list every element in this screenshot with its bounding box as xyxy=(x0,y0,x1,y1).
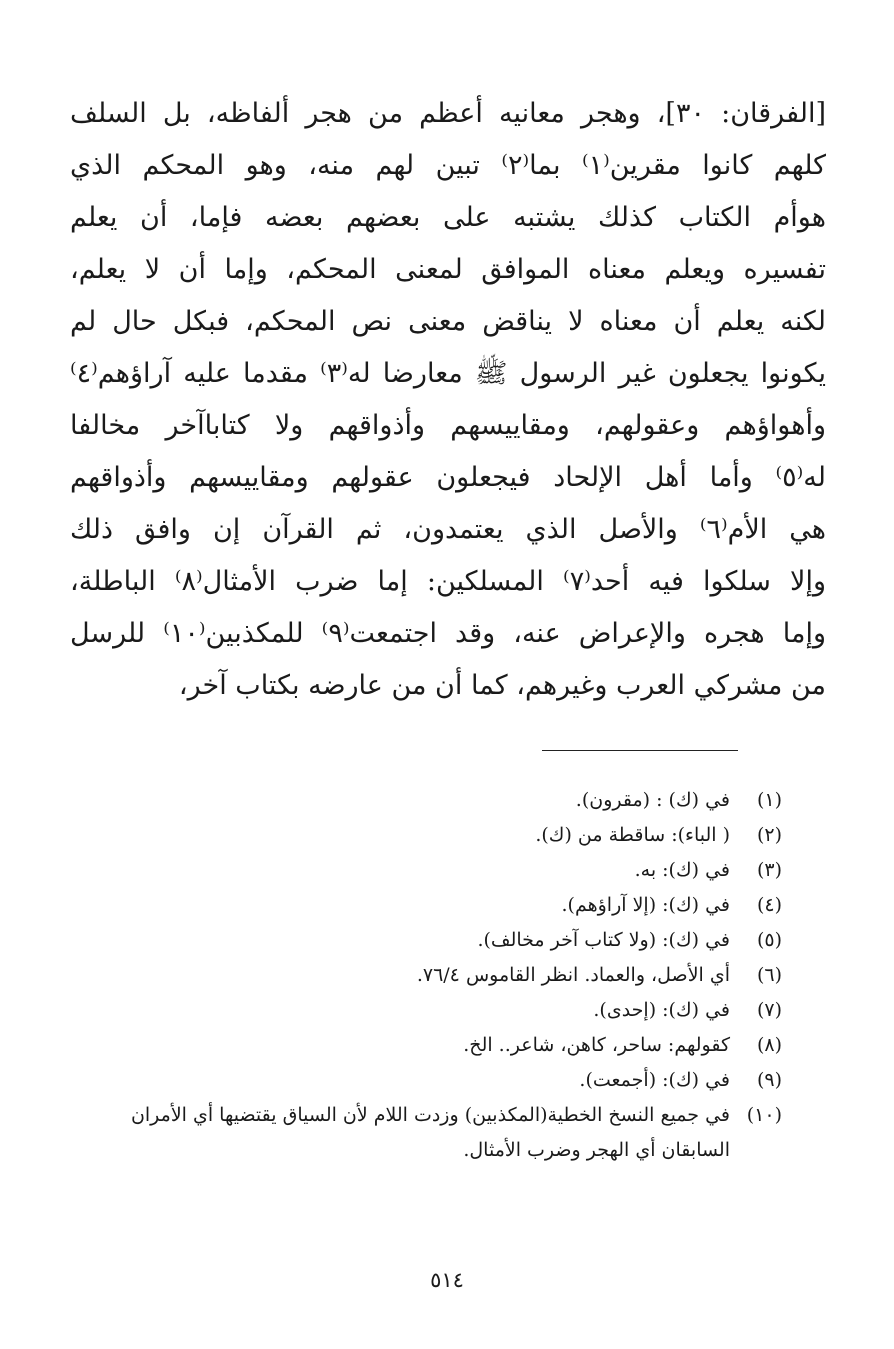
text-line: وإلا سلكوا فيه أحد⁽٧⁾ المسلكين: إما ضرب الأمثال⁽٨⁾ الباطلة، xyxy=(70,566,826,597)
footnote-text: في (ك): به. xyxy=(634,859,730,881)
footnote-number: (٢) xyxy=(756,824,782,846)
footnote-number: (٥) xyxy=(756,929,782,951)
footnote xyxy=(60,993,782,1028)
footnote-number: (١) xyxy=(756,789,782,811)
footnote-number: (٣) xyxy=(756,859,782,881)
text-line: [الفرقان: ٣٠]، وهجر معانيه أعظم من هجر ألفاظه، بل السلف xyxy=(70,98,826,129)
text-line: من مشركي العرب وغيرهم، كما أن من عارضه بكتاب آخر، xyxy=(178,670,826,701)
footnote xyxy=(60,923,782,958)
footnote-text: في (ك): (إحدى). xyxy=(593,999,730,1021)
footnote-text: في (ك): (ولا كتاب آخر مخالف). xyxy=(477,929,730,951)
footnote-separator xyxy=(542,750,738,751)
footnote xyxy=(60,818,782,853)
footnote xyxy=(60,1098,782,1133)
footnote-number: (٨) xyxy=(756,1034,782,1056)
footnote xyxy=(60,853,782,888)
footnote-text: في (ك): (إلا آراؤهم). xyxy=(561,894,730,916)
footnote-text: في (ك): (أجمعت). xyxy=(579,1069,730,1091)
footnote xyxy=(60,888,782,923)
footnote xyxy=(60,958,782,993)
footnote-text: كقولهم: ساحر، كاهن، شاعر.. الخ. xyxy=(463,1034,730,1056)
main-text xyxy=(70,88,826,712)
footnote-text: ( الباء): ساقطة من (ك). xyxy=(535,824,730,846)
footnote-continuation: السابقان أي الهجر وضرب الأمثال. xyxy=(463,1139,730,1161)
footnote-number: (٦) xyxy=(756,964,782,986)
footnotes xyxy=(60,783,782,1168)
text-line: وأهواؤهم وعقولهم، ومقاييسهم وأذواقهم ولا كتاباآخر مخالفا xyxy=(70,410,826,441)
footnote xyxy=(60,1063,782,1098)
footnote-text: أي الأصل، والعماد. انظر القاموس ٧٦/٤. xyxy=(416,964,730,986)
footnote-number: (٤) xyxy=(756,894,782,916)
page-number: ٥١٤ xyxy=(430,1268,464,1292)
footnote-number: (٩) xyxy=(756,1069,782,1091)
footnote-number: (٧) xyxy=(756,999,782,1021)
text-line: له⁽٥⁾ وأما أهل الإلحاد فيجعلون عقولهم ومقاييسهم وأذواقهم xyxy=(70,462,826,493)
footnote xyxy=(60,783,782,818)
text-line: يكونوا يجعلون غير الرسول ﷺ معارضا له⁽٣⁾ مقدما عليه آراؤهم⁽٤⁾ xyxy=(70,358,826,389)
footnote xyxy=(60,1028,782,1063)
footnote-text: في (ك) : (مقرون). xyxy=(575,789,730,811)
text-line: تفسيره ويعلم معناه الموافق لمعنى المحكم، وإما أن لا يعلم، xyxy=(70,254,826,285)
footnote-number: (١٠) xyxy=(746,1104,782,1126)
text-line: لكنه يعلم أن معناه لا يناقض معنى نص المحكم، فبكل حال لم xyxy=(70,306,826,337)
text-line: كلهم كانوا مقرين⁽١⁾ بما⁽٢⁾ تبين لهم منه، وهو المحكم الذي xyxy=(70,150,826,181)
text-line: هوأم الكتاب كذلك يشتبه على بعضهم بعضه فإما، أن يعلم xyxy=(70,202,826,233)
text-line: هي الأم⁽٦⁾ والأصل الذي يعتمدون، ثم القرآن إن وافق ذلك xyxy=(70,514,826,545)
text-line: وإما هجره والإعراض عنه، وقد اجتمعت⁽٩⁾ للمكذبين⁽١٠⁾ للرسل xyxy=(70,618,826,649)
footnote-text: في جميع النسخ الخطية(المكذبين) وزدت اللام لأن السياق يقتضيها أي الأمران xyxy=(130,1104,730,1126)
